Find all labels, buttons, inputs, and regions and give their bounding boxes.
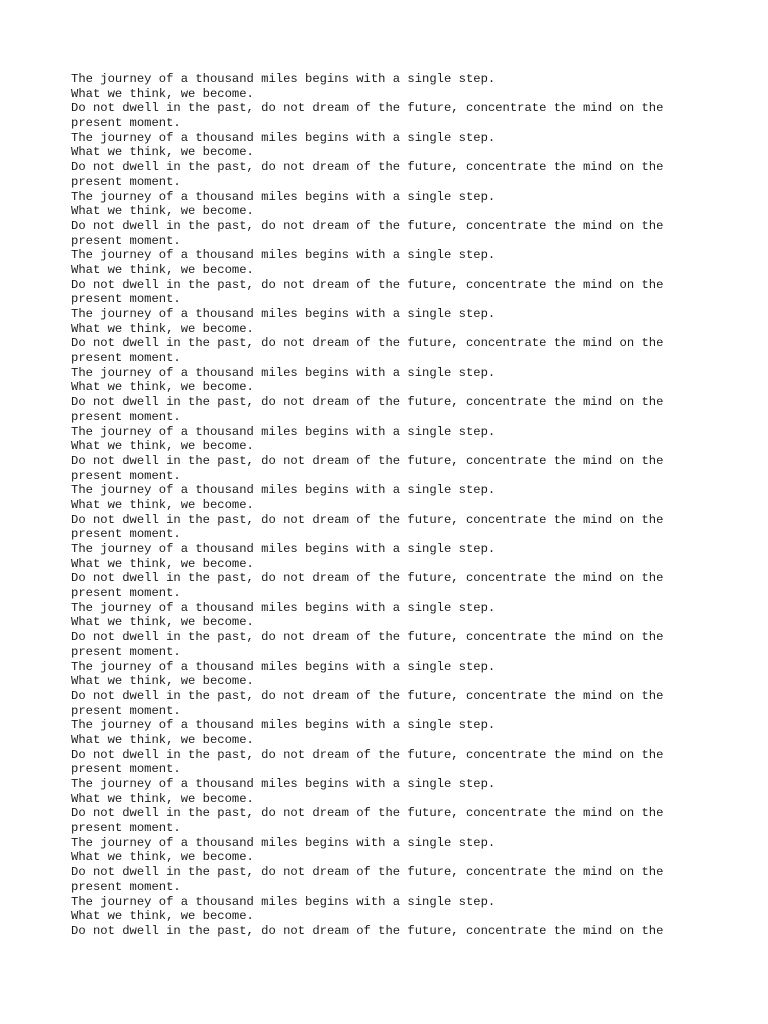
- text-line: What we think, we become.: [71, 615, 254, 630]
- text-line: The journey of a thousand miles begins with a single step.: [71, 424, 496, 439]
- text-line: Do not dwell in the past, do not dream of the future, concentrate the mind on the: [71, 571, 664, 586]
- text-line: present moment.: [71, 174, 181, 189]
- text-line: present moment.: [71, 527, 181, 542]
- text-line: What we think, we become.: [71, 86, 254, 101]
- text-line: The journey of a thousand miles begins with a single step.: [71, 248, 496, 263]
- text-line: What we think, we become.: [71, 674, 254, 689]
- text-line: The journey of a thousand miles begins with a single step.: [71, 189, 496, 204]
- text-line: present moment.: [71, 821, 181, 836]
- text-line: The journey of a thousand miles begins with a single step.: [71, 600, 496, 615]
- text-line: What we think, we become.: [71, 145, 254, 160]
- text-line: What we think, we become.: [71, 556, 254, 571]
- text-line: The journey of a thousand miles begins with a single step.: [71, 542, 496, 556]
- text-line: The journey of a thousand miles begins with a single step.: [71, 307, 496, 321]
- text-line: present moment.: [71, 879, 181, 894]
- text-line: Do not dwell in the past, do not dream of the future, concentrate the mind on the: [71, 923, 664, 938]
- text-line: Do not dwell in the past, do not dream of the future, concentrate the mind on the: [71, 336, 664, 351]
- text-line: present moment.: [71, 703, 181, 718]
- text-line: Do not dwell in the past, do not dream of the future, concentrate the mind on the: [71, 160, 664, 175]
- text-line: What we think, we become.: [71, 909, 254, 924]
- text-line: The journey of a thousand miles begins with a single step.: [71, 835, 496, 850]
- text-line: The journey of a thousand miles begins with a single step.: [71, 130, 496, 145]
- text-line: present moment.: [71, 468, 181, 483]
- text-line: What we think, we become.: [71, 204, 254, 219]
- text-line: What we think, we become.: [71, 850, 254, 865]
- text-line: The journey of a thousand miles begins with a single step.: [71, 72, 496, 86]
- text-line: Do not dwell in the past, do not dream of the future, concentrate the mind on the: [71, 688, 664, 703]
- text-line: Do not dwell in the past, do not dream of the future, concentrate the mind on the: [71, 512, 664, 527]
- text-line: Do not dwell in the past, do not dream of the future, concentrate the mind on the: [71, 747, 664, 762]
- text-line: present moment.: [71, 292, 181, 307]
- text-line: present moment.: [71, 586, 181, 601]
- text-line: present moment.: [71, 116, 181, 131]
- text-line: The journey of a thousand miles begins with a single step.: [71, 365, 496, 380]
- text-line: The journey of a thousand miles begins with a single step.: [71, 718, 496, 733]
- text-line: present moment.: [71, 233, 181, 248]
- document-text: [71, 72, 711, 939]
- text-line: Do not dwell in the past, do not dream of the future, concentrate the mind on the: [71, 218, 664, 233]
- text-line: What we think, we become.: [71, 321, 254, 336]
- text-line: Do not dwell in the past, do not dream of the future, concentrate the mind on the: [71, 453, 664, 468]
- text-line: present moment.: [71, 409, 181, 424]
- text-line: The journey of a thousand miles begins with a single step.: [71, 777, 496, 791]
- text-line: Do not dwell in the past, do not dream of the future, concentrate the mind on the: [71, 395, 664, 410]
- text-line: The journey of a thousand miles begins with a single step.: [71, 659, 496, 674]
- text-line: Do not dwell in the past, do not dream of the future, concentrate the mind on the: [71, 865, 664, 880]
- text-line: What we think, we become.: [71, 497, 254, 512]
- text-line: What we think, we become.: [71, 262, 254, 277]
- text-line: Do not dwell in the past, do not dream of the future, concentrate the mind on the: [71, 630, 664, 645]
- text-line: The journey of a thousand miles begins with a single step.: [71, 483, 496, 498]
- text-line: What we think, we become.: [71, 380, 254, 395]
- text-line: What we think, we become.: [71, 791, 254, 806]
- text-line: The journey of a thousand miles begins with a single step.: [71, 894, 496, 909]
- text-line: Do not dwell in the past, do not dream of the future, concentrate the mind on the: [71, 806, 664, 821]
- text-line: present moment.: [71, 762, 181, 777]
- text-line: Do not dwell in the past, do not dream of the future, concentrate the mind on the: [71, 277, 664, 292]
- text-line: Do not dwell in the past, do not dream of the future, concentrate the mind on the: [71, 101, 664, 116]
- text-line: present moment.: [71, 644, 181, 659]
- text-line: What we think, we become.: [71, 439, 254, 454]
- text-line: present moment.: [71, 351, 181, 366]
- text-line: What we think, we become.: [71, 732, 254, 747]
